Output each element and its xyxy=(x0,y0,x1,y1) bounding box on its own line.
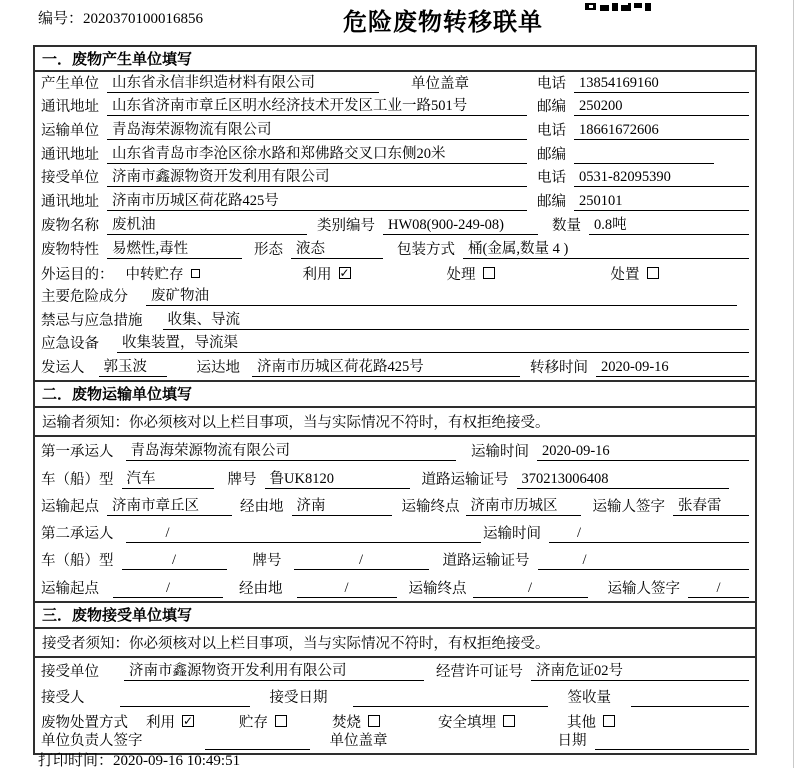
time1-value: 2020-09-16 xyxy=(537,443,749,461)
zip2-value xyxy=(574,147,714,164)
disposal-utilize-checkbox: ✓ xyxy=(182,714,194,729)
transfer-time-label: 转移时间 xyxy=(530,359,588,376)
via1-value: 济南 xyxy=(292,494,392,516)
transporter-notice: 运输者须知：你必须核对以上栏目事项，当与实际情况不符时，有权拒绝接受。 xyxy=(35,408,755,437)
print-time-value: 2020-09-16 10:49:51 xyxy=(113,753,241,769)
equipment-value: 收集装置，导流渠 xyxy=(117,331,749,353)
carrier2-value: / xyxy=(126,525,481,543)
disposal-storage-checkbox xyxy=(275,715,287,727)
quantity-value: 0.8吨 xyxy=(589,213,749,235)
row-disposal-method xyxy=(35,710,755,733)
packing-label: 包装方式 xyxy=(397,241,455,258)
row-vehicle2 xyxy=(35,546,755,573)
row-route2 xyxy=(35,573,755,600)
section-producer xyxy=(35,47,755,380)
hazard-label: 主要危险成分 xyxy=(41,288,128,305)
row-vehicle1 xyxy=(35,464,755,491)
disposal-option-utilize: 利用 ✓ xyxy=(146,714,194,731)
via2-label: 经由地 xyxy=(239,580,283,597)
destination-value: 济南市历城区荷花路425号 xyxy=(252,355,520,377)
shipper-label: 发运人 xyxy=(41,359,85,376)
addr2-value: 山东省青岛市李沧区徐水路和郑佛路交叉口东侧20米 xyxy=(107,142,527,164)
serial-value: 2020370100016856 xyxy=(83,11,204,27)
zip3-label: 邮编 xyxy=(537,194,566,211)
phone1-value: 13854169160 xyxy=(574,75,749,93)
receiver-notice: 接受者须知：你必须核对以上栏目事项，当与实际情况不符时，有权拒绝接受。 xyxy=(35,629,755,658)
qr-code-fragment xyxy=(585,0,651,18)
origin2-label: 运输起点 xyxy=(41,580,99,597)
waste-name-value: 废机油 xyxy=(107,213,307,235)
character-label: 废物特性 xyxy=(41,241,99,258)
responsible-sign-value xyxy=(205,733,310,750)
row-producer-unit xyxy=(35,72,755,96)
row-waste-character xyxy=(35,238,755,262)
row-transport-address xyxy=(35,143,755,167)
sign2-value: / xyxy=(688,580,749,598)
addr2-label: 通讯地址 xyxy=(41,146,99,163)
time1-label: 运输时间 xyxy=(471,444,529,461)
receive-person-label: 接受人 xyxy=(41,689,85,706)
row-emergency-equipment xyxy=(35,333,755,357)
license1-value: 370213006408 xyxy=(517,471,730,489)
zip2-label: 邮编 xyxy=(537,146,566,163)
vehicle2-label: 车（船）型 xyxy=(41,553,114,570)
character-value: 易燃性,毒性 xyxy=(107,237,242,259)
row-receiver-unit xyxy=(35,167,755,191)
sign1-label: 运输人签字 xyxy=(592,498,665,515)
producer-unit-label: 产生单位 xyxy=(41,75,99,92)
receiving-unit-value: 济南市鑫源物资开发利用有限公司 xyxy=(124,659,424,681)
sign-date-label: 日期 xyxy=(557,732,587,749)
purpose-label: 外运目的： xyxy=(41,266,114,283)
section-receiver-heading: 三．废物接受单位填写 xyxy=(35,601,755,629)
disposal-option-storage: 贮存 xyxy=(239,711,287,732)
purpose-transfer-storage-checkbox xyxy=(191,269,200,278)
section-transporter xyxy=(35,380,755,601)
purpose-treat-checkbox xyxy=(483,267,495,279)
transporter-value: 青岛海荣源物流有限公司 xyxy=(107,118,527,140)
packing-value: 桶(金属,数量 4 ) xyxy=(463,237,749,259)
end1-value: 济南市历城区 xyxy=(466,494,581,516)
disposal-other-checkbox xyxy=(603,715,615,727)
disposal-landfill-checkbox xyxy=(503,715,515,727)
disposal-incinerate-checkbox xyxy=(368,715,380,727)
disposal-option-landfill: 安全填埋 xyxy=(438,711,515,732)
emergency-label: 禁忌与应急措施 xyxy=(41,312,143,329)
waste-name-label: 废物名称 xyxy=(41,217,99,234)
license1-label: 道路运输证号 xyxy=(421,471,509,488)
plate1-value: 鲁UK8120 xyxy=(265,467,410,489)
purpose-option-treat: 处理 xyxy=(447,263,495,284)
receiver-label: 接受单位 xyxy=(41,170,99,187)
receipt-amount-label: 签收量 xyxy=(567,689,611,706)
row-shipper xyxy=(35,356,755,380)
purpose-utilize-checkbox: ✓ xyxy=(339,266,350,281)
purpose-option-dispose: 处置 xyxy=(611,263,659,284)
purpose-option-utilize: 利用 ✓ xyxy=(302,266,350,283)
row-receiving-person xyxy=(35,684,755,710)
vehicle1-label: 车（船）型 xyxy=(41,471,114,488)
permit-label: 经营许可证号 xyxy=(436,663,523,680)
origin1-value: 济南市章丘区 xyxy=(107,494,232,516)
print-time-label: 打印时间： xyxy=(38,753,114,769)
zip1-label: 邮编 xyxy=(537,99,566,116)
section-transporter-heading: 二．废物运输单位填写 xyxy=(35,380,755,408)
phone1-label: 电话 xyxy=(537,75,566,92)
vehicle2-value: / xyxy=(122,552,227,570)
via1-label: 经由地 xyxy=(240,498,284,515)
vehicle1-value: 汽车 xyxy=(122,467,214,489)
row-waste-name xyxy=(35,214,755,238)
zip3-value: 250101 xyxy=(574,193,749,211)
phone3-value: 0531-82095390 xyxy=(574,169,749,187)
sign2-label: 运输人签字 xyxy=(607,580,680,597)
producer-unit-value: 山东省永信非织造材料有限公司 xyxy=(107,71,379,93)
row-receiver-address xyxy=(35,190,755,214)
hazard-value: 废矿物油 xyxy=(146,284,737,306)
emergency-value: 收集、导流 xyxy=(163,308,750,330)
row-route1 xyxy=(35,492,755,519)
carrier2-label: 第二承运人 xyxy=(41,526,114,543)
origin2-value: / xyxy=(113,580,223,598)
zip1-value: 250200 xyxy=(574,98,749,116)
license2-label: 道路运输证号 xyxy=(442,553,530,570)
receiver-seal-label: 单位盖章 xyxy=(329,732,388,749)
addr3-label: 通讯地址 xyxy=(41,194,99,211)
purpose-dispose-checkbox xyxy=(647,267,659,279)
section-receiver xyxy=(35,601,755,753)
row-emergency-measures xyxy=(35,309,755,333)
purpose-option-transfer-storage: 中转贮存 xyxy=(126,263,200,284)
receipt-amount-value xyxy=(631,690,749,707)
via2-value: / xyxy=(297,580,397,598)
transporter-label: 运输单位 xyxy=(41,123,99,140)
row-first-carrier xyxy=(35,437,755,464)
quantity-label: 数量 xyxy=(552,217,581,234)
receive-date-value xyxy=(353,690,548,707)
category-label: 类别编号 xyxy=(317,217,375,234)
row-transport-unit xyxy=(35,119,755,143)
shipper-value: 郭玉波 xyxy=(99,355,167,377)
receiving-unit-label: 接受单位 xyxy=(41,663,99,680)
carrier1-value: 青岛海荣源物流有限公司 xyxy=(126,439,456,461)
row-producer-address xyxy=(35,96,755,120)
category-value: HW08(900-249-08) xyxy=(383,217,538,235)
carrier1-label: 第一承运人 xyxy=(41,444,114,461)
print-time-line xyxy=(38,749,240,770)
form-table xyxy=(33,45,757,755)
license2-value: / xyxy=(538,552,750,570)
addr3-value: 济南市历城区荷花路425号 xyxy=(107,189,527,211)
addr1-label: 通讯地址 xyxy=(41,99,99,116)
plate2-label: 牌号 xyxy=(252,553,282,570)
row-hazard-component xyxy=(35,285,755,309)
receive-date-label: 接受日期 xyxy=(269,689,328,706)
end1-label: 运输终点 xyxy=(401,498,460,515)
receiver-value: 济南市鑫源物资开发利用有限公司 xyxy=(107,165,527,187)
plate1-label: 牌号 xyxy=(227,471,257,488)
page-edge-line xyxy=(793,0,794,768)
sign1-value: 张春雷 xyxy=(673,494,749,516)
section-producer-heading: 一．废物产生单位填写 xyxy=(35,47,755,72)
row-transport-purpose xyxy=(35,262,755,286)
permit-value: 济南危证02号 xyxy=(531,659,749,681)
disposal-option-incinerate: 焚烧 xyxy=(332,711,380,732)
form-label: 形态 xyxy=(254,241,283,258)
page-title: 危险废物转移联单 xyxy=(343,10,543,36)
addr1-value: 山东省济南市章丘区明水经济技术开发区工业一路501号 xyxy=(107,94,527,116)
time2-label: 运输时间 xyxy=(483,526,541,543)
phone2-label: 电话 xyxy=(537,123,566,140)
phone3-label: 电话 xyxy=(537,170,566,187)
plate2-value: / xyxy=(294,552,429,570)
transfer-time-value: 2020-09-16 xyxy=(596,359,749,377)
sign-date-value xyxy=(595,733,750,750)
receive-person-value xyxy=(120,690,250,707)
equipment-label: 应急设备 xyxy=(41,336,99,353)
form-value: 液态 xyxy=(291,237,383,259)
disposal-label: 废物处置方式 xyxy=(41,714,128,731)
unit-seal-label: 单位盖章 xyxy=(411,75,469,92)
origin1-label: 运输起点 xyxy=(41,498,99,515)
row-receiving-unit xyxy=(35,658,755,684)
disposal-option-other: 其他 xyxy=(567,711,615,732)
row-second-carrier xyxy=(35,519,755,546)
responsible-sign-label: 单位负责人签字 xyxy=(41,732,143,749)
destination-label: 运达地 xyxy=(196,359,240,376)
serial-label: 编号： xyxy=(38,11,84,27)
phone2-value: 18661672606 xyxy=(574,122,749,140)
time2-value: / xyxy=(549,525,749,543)
end2-label: 运输终点 xyxy=(408,580,467,597)
end2-value: / xyxy=(473,580,588,598)
